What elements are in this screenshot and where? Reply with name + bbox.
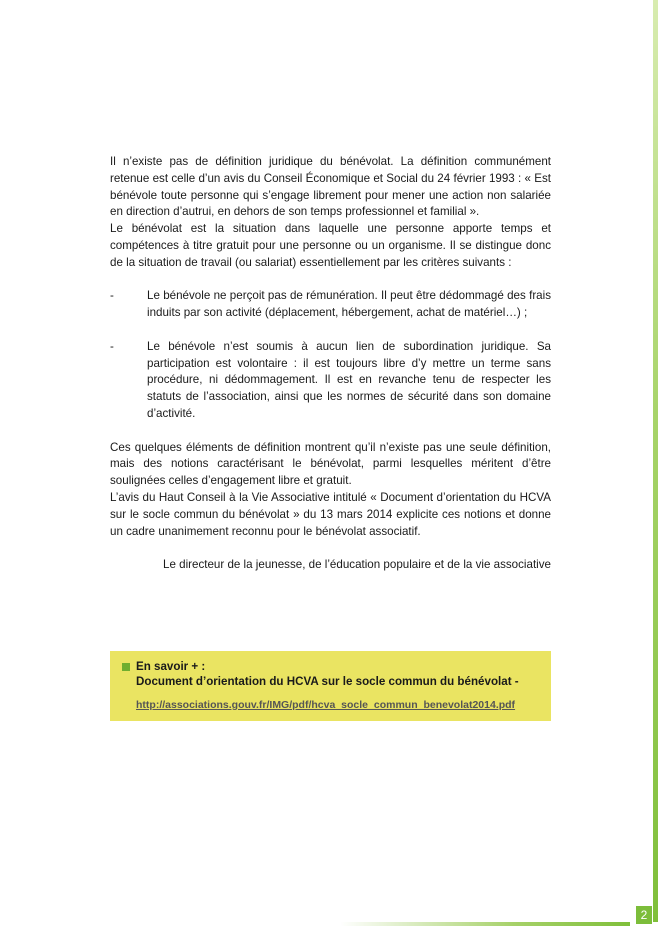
paragraph-elements: Ces quelques éléments de définition montrent qu’il n’existe pas une seule définition, mais des notions caractérisant le bénévolat, parmi lesquelles méritent d’être soulignées celles d’engagement libre et gratuit. (110, 440, 551, 488)
document-title: Document d’orientation du HCVA sur le socle commun du bénévolat - (136, 675, 519, 688)
body-text (110, 154, 551, 574)
signature: Le directeur de la jeunesse, de l’éducation populaire et de la vie associative (163, 558, 551, 572)
document-link[interactable]: http://associations.gouv.fr/IMG/pdf/hcva_socle_commun_benevolat2014.pdf (136, 699, 516, 711)
paragraph-hcva: L’avis du Haut Conseil à la Vie Associative intitulé « Document d’orientation du HCVA sur le socle commun du bénévolat » du 13 mars 2014 explicite ces notions et donne un cadre unanimement reconnu pour le bénévolat associatif. (110, 490, 551, 538)
learn-more-box (110, 651, 551, 721)
green-square-icon (122, 663, 130, 671)
paragraph-definition: Il n’existe pas de définition juridique du bénévolat. La définition communément retenue est celle d’un avis du Conseil Économique et Social du 24 février 1993 : « Est bénévole toute personne qui s’engage librement pour mener une action non salariée en direction d’autrui, en dehors de son temps professionnel et familial ». (110, 155, 551, 219)
page-edge-bar (653, 0, 658, 922)
bullet-dash: - (110, 339, 114, 353)
page-bottom-rule (340, 922, 630, 926)
paragraph-benevolat: Le bénévolat est la situation dans laquelle une personne apporte temps et compétences à titre gratuit pour une personne ou un organisme. Il se distingue donc de la situation de travail (ou salariat) essentiellement par les critères suivants : (110, 222, 551, 269)
page-number: 2 (636, 906, 652, 924)
bullet-text: Le bénévole n’est soumis à aucun lien de subordination juridique. Sa participation est volontaire : il est toujours libre d’y mettre un terme sans procédure, ni dédommagement. Il est en revanche tenu de respecter les statuts de l’association, ainsi que les normes de sécurité dans son domaine d’activité. (147, 339, 551, 420)
bullet-dash: - (110, 289, 114, 303)
bullet-item (110, 288, 551, 322)
learn-more-label: En savoir + : (136, 660, 206, 673)
bullet-item (110, 339, 551, 423)
learn-more-title (122, 659, 541, 674)
bullet-text: Le bénévole ne perçoit pas de rémunération. Il peut être dédommagé des frais induits par son activité (déplacement, hébergement, achat de matériel…) ; (147, 289, 551, 320)
